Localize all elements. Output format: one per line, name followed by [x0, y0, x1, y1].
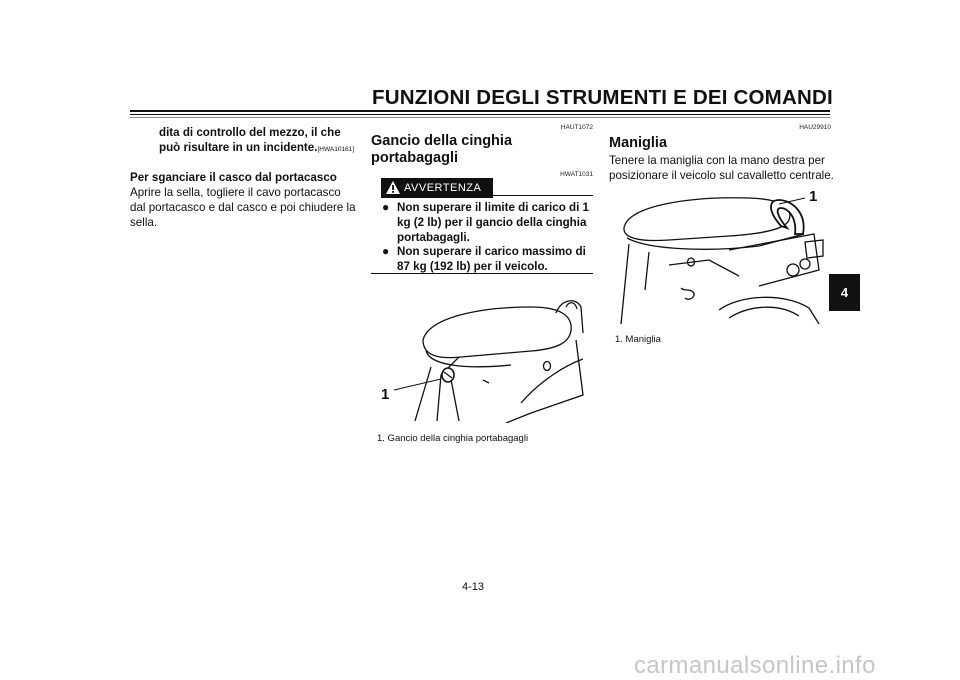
- watermark-link[interactable]: carmanualsonline.info: [634, 652, 876, 679]
- section-code: HAUT1072: [560, 124, 593, 131]
- grab-handle-figure: [609, 190, 831, 324]
- header-rule-thick: [130, 110, 830, 112]
- figure-caption: 1. Maniglia: [615, 334, 661, 345]
- bullet-dot-icon: ●: [382, 244, 390, 258]
- warning-continuation-line-2: [159, 140, 359, 157]
- section-title-line-2: portabagagli: [371, 150, 459, 166]
- helmet-para-line-1: Aprire la sella, togliere il cavo portacasco: [130, 186, 341, 199]
- section-title-line-1: Gancio della cinghia: [371, 133, 513, 149]
- bullet-1-line-3: portabagagli.: [397, 231, 470, 244]
- helmet-para-line-2: dal portacasco e dal casco e poi chiudere la: [130, 201, 356, 214]
- warning-code: [HWA10161]: [317, 146, 355, 153]
- luggage-hook-figure: [371, 285, 593, 423]
- helmet-para-line-3: sella.: [130, 216, 158, 229]
- bullet-2-line-1: Non superare il carico massimo di: [397, 245, 586, 258]
- warning-triangle-icon: [385, 180, 401, 195]
- bullet-2-line-2: 87 kg (192 lb) per il veicolo.: [397, 260, 548, 273]
- warning-continuation-line-1: dita di controllo del mezzo, il che: [159, 126, 341, 139]
- warning-label: AVVERTENZA: [404, 182, 482, 194]
- figure-callout-number: 1: [809, 188, 818, 205]
- page-number: 4-13: [462, 581, 485, 593]
- warning-bottom-rule: [371, 273, 593, 274]
- header-rule-light: [130, 117, 830, 118]
- warning-continuation-text: può risultare in un incidente.: [159, 141, 318, 154]
- bullet-1-line-2: kg (2 lb) per il gancio della cinghia: [397, 216, 587, 229]
- chapter-tab[interactable]: 4: [829, 274, 860, 311]
- warning-code: HWAT1031: [560, 171, 593, 178]
- warning-bullet-2: [382, 244, 593, 274]
- warning-label-box: [381, 178, 493, 198]
- warning-top-rule: [493, 195, 593, 196]
- bullet-1-line-1: Non superare il limite di carico di 1: [397, 201, 589, 214]
- section-title: Maniglia: [609, 135, 668, 151]
- helmet-release-heading: Per sganciare il casco dal portacasco: [130, 171, 337, 184]
- warning-bullet-1: [382, 200, 593, 245]
- figure-caption: 1. Gancio della cinghia portabagagli: [377, 433, 529, 444]
- page-header-title: FUNZIONI DEGLI STRUMENTI E DEI COMANDI: [372, 86, 833, 109]
- handle-para-line-2: posizionare il veicolo sul cavalletto centrale.: [609, 169, 834, 182]
- header-rule-thin: [130, 114, 830, 115]
- figure-callout-number: 1: [381, 386, 390, 403]
- bullet-dot-icon: ●: [382, 200, 390, 214]
- section-code: HAU29910: [799, 124, 831, 131]
- handle-para-line-1: Tenere la maniglia con la mano destra per: [609, 154, 825, 167]
